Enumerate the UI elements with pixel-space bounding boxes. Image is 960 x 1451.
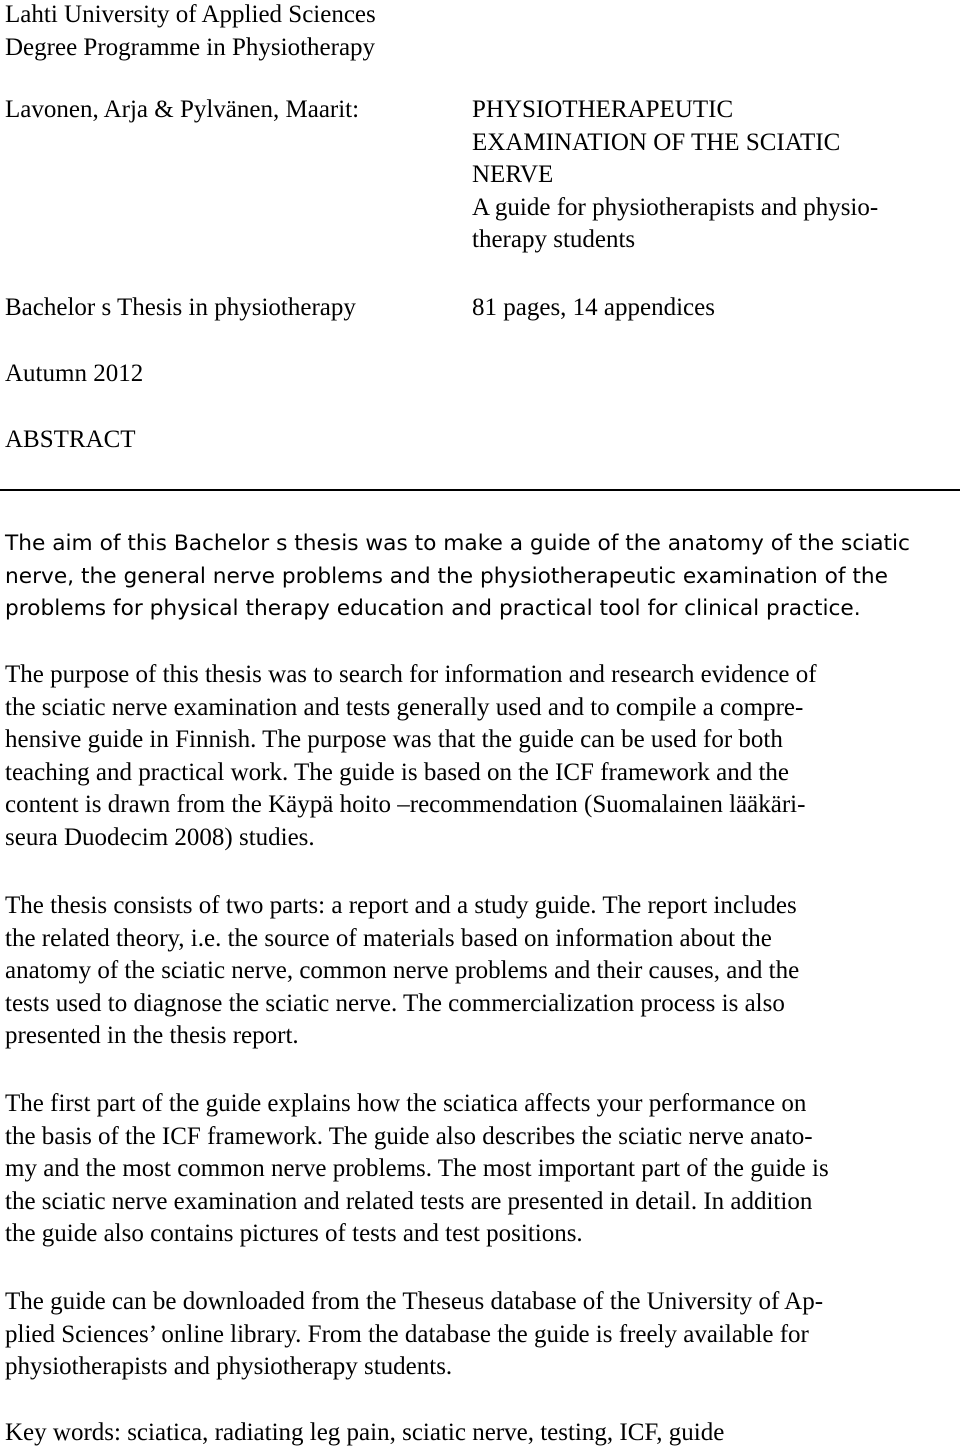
paragraph-line: the sciatic nerve examination and related tests are presented in detail. In addition xyxy=(5,1187,813,1215)
paragraph-line: content is drawn from the Käypä hoito –recommendation (Suomalainen lääkäri- xyxy=(5,791,806,818)
abstract-paragraph xyxy=(5,528,955,626)
page-count-text: 81 pages, 14 appendices xyxy=(472,294,715,321)
paragraph-line: The first part of the guide explains how the sciatica affects your performance on xyxy=(5,1090,807,1117)
institution-block xyxy=(5,0,455,64)
paragraph-line: my and the most common nerve problems. The most important part of the guide is xyxy=(5,1155,829,1182)
paragraph-line: tests used to diagnose the sciatic nerve. The commercialization process is also xyxy=(5,989,785,1017)
abstract-paragraph xyxy=(5,1286,955,1384)
thesis-title-block xyxy=(472,94,952,257)
horizontal-rule xyxy=(0,489,960,491)
paragraph-line: hensive guide in Finnish. The purpose was that the guide can be used for both xyxy=(5,726,783,753)
paragraph-line: the sciatic nerve examination and tests generally used and to compile a compre- xyxy=(5,693,804,721)
paragraph-line: plied Sciences’ online library. From the database the guide is freely available for xyxy=(5,1320,809,1348)
thesis-type xyxy=(5,292,455,325)
paragraph-line: the related theory, i.e. the source of materials based on information about the xyxy=(5,924,772,952)
paragraph-line: the basis of the ICF framework. The guide also describes the sciatic nerve anato- xyxy=(5,1122,813,1150)
paragraph-line: nerve, the general nerve problems and the physiotherapeutic examination of the xyxy=(5,563,889,589)
paragraph-line: The guide can be downloaded from the Theseus database of the University of Ap- xyxy=(5,1288,824,1315)
authors-text: Lavonen, Arja & Pylvänen, Maarit: xyxy=(5,96,360,123)
paragraph-line: teaching and practical work. The guide is based on the ICF framework and the xyxy=(5,758,790,786)
abstract-paragraph xyxy=(5,890,955,1053)
keywords-text: Key words: sciatica, radiating leg pain, sciatic nerve, testing, ICF, guide xyxy=(5,1419,725,1446)
paragraph-line: physiotherapists and physiotherapy students. xyxy=(5,1353,453,1380)
abstract-heading: ABSTRACT xyxy=(5,426,136,453)
paragraph-line: The aim of this Bachelor s thesis was to make a guide of the anatomy of the sciatic xyxy=(5,531,910,556)
thesis-subtitle-line: therapy students xyxy=(472,226,636,253)
authors xyxy=(5,94,455,127)
paragraph-line: anatomy of the sciatic nerve, common nerve problems and their causes, and the xyxy=(5,957,800,984)
paragraph-line: The thesis consists of two parts: a report and a study guide. The report includes xyxy=(5,892,797,919)
paragraph-line: presented in the thesis report. xyxy=(5,1022,299,1049)
page-count xyxy=(472,292,952,325)
paragraph-line: The purpose of this thesis was to search for information and research evidence of xyxy=(5,661,817,688)
degree-programme: Degree Programme in Physiotherapy xyxy=(5,33,376,61)
thesis-title-line: NERVE xyxy=(472,161,554,188)
paragraph-line: seura Duodecim 2008) studies. xyxy=(5,823,315,851)
thesis-type-text: Bachelor s Thesis in physiotherapy xyxy=(5,294,356,321)
thesis-subtitle-line: A guide for physiotherapists and physio- xyxy=(472,193,879,221)
abstract-paragraph xyxy=(5,659,955,854)
thesis-title-line: EXAMINATION OF THE SCIATIC xyxy=(472,128,841,156)
publication-date-text: Autumn 2012 xyxy=(5,360,144,387)
thesis-title-line: PHYSIOTHERAPEUTIC xyxy=(472,96,734,123)
abstract-paragraph xyxy=(5,1088,955,1251)
publication-date xyxy=(5,358,455,391)
paragraph-line: the guide also contains pictures of tests and test positions. xyxy=(5,1220,583,1247)
paragraph-line: problems for physical therapy education and practical tool for clinical practice. xyxy=(5,596,861,621)
keywords xyxy=(5,1417,955,1450)
section-heading xyxy=(5,424,455,457)
institution-name: Lahti University of Applied Sciences xyxy=(5,1,376,28)
